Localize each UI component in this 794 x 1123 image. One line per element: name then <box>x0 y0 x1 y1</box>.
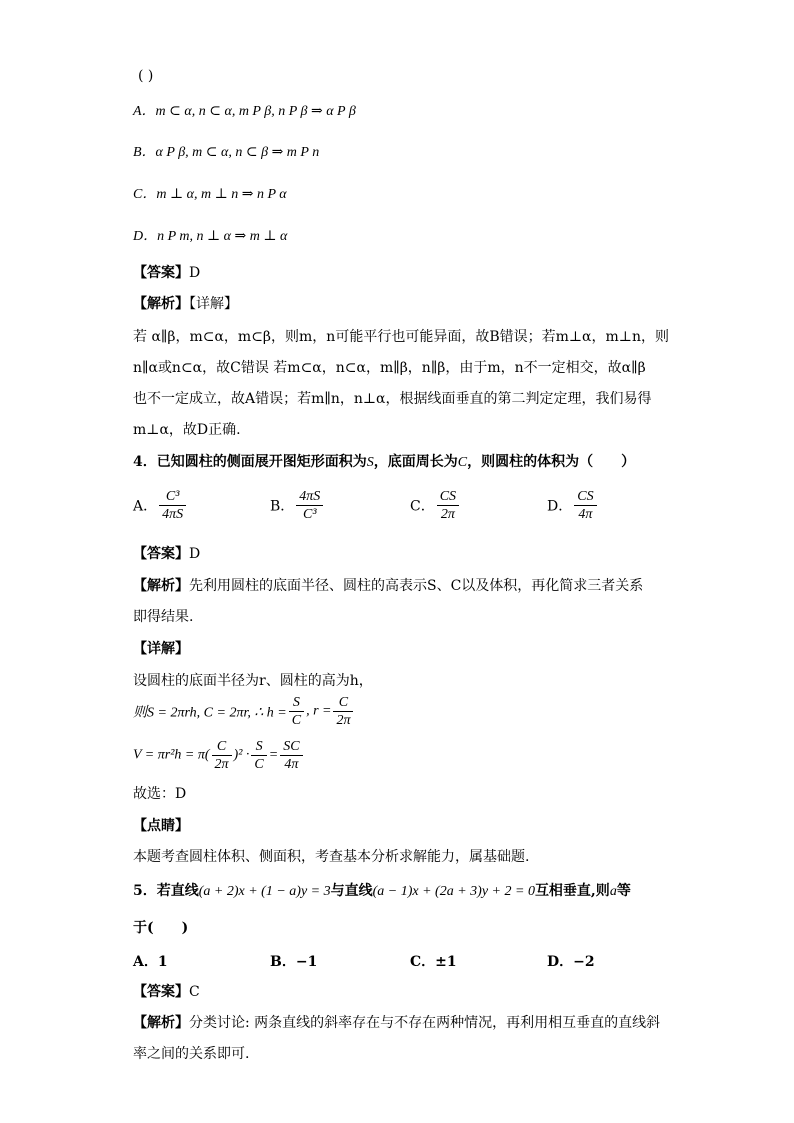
q3-analysis-line-2: n∥α或n⊂α，故C错误 若m⊂α，n⊂α，m∥β，n∥β，由于m，n不一定相交，故α∥β <box>133 360 646 376</box>
q5-line-2: (a − 1)x + (2a + 3)y + 2 = 0 <box>372 884 535 899</box>
q3-analysis-heading <box>133 294 238 314</box>
numerator: C <box>212 738 232 756</box>
q3-analysis-line-4: m⊥α，故D正确. <box>133 422 241 438</box>
option-label: D． <box>547 498 573 515</box>
fraction <box>251 738 266 773</box>
answer-tag: 【答案】 <box>133 265 189 281</box>
option-label: A． <box>133 498 158 515</box>
fraction <box>574 488 596 523</box>
answer-value: D <box>189 265 201 281</box>
q4-option-a <box>133 488 188 523</box>
q4-var-s: S <box>366 455 374 470</box>
detail-tag: 【详解】 <box>189 296 238 312</box>
numerator: SC <box>280 738 302 756</box>
fraction <box>212 738 232 773</box>
q4-analysis-line-2: 即得结果. <box>133 609 194 625</box>
q5-analysis-line-2: 率之间的关系即可. <box>133 1046 250 1062</box>
q5-stem-part: 5．若直线 <box>133 883 199 899</box>
equation-text: , r = <box>306 703 332 719</box>
equation-text: )² · <box>233 747 250 763</box>
answer-value: D <box>189 546 201 562</box>
q4-stem-part: 4．已知圆柱的侧面展开图矩形面积为 <box>133 454 367 470</box>
q5-analysis-line-1 <box>133 1013 660 1033</box>
q4-option-c <box>410 488 461 523</box>
answer-tag: 【答案】 <box>133 546 189 562</box>
denominator: 4π <box>284 757 299 772</box>
q4-stem-part: ，则圆柱的体积为（ ） <box>467 454 636 470</box>
q4-var-c: C <box>457 455 468 470</box>
q4-detail-tag: 【详解】 <box>133 641 189 657</box>
denominator: 2π <box>440 507 455 522</box>
fraction <box>333 694 353 729</box>
numerator: C³ <box>159 488 186 506</box>
analysis-tag: 【解析】 <box>133 578 189 594</box>
q5-stem-part: 等 <box>616 883 631 899</box>
answer-tag: 【答案】 <box>133 984 189 1000</box>
option-label: B． <box>270 498 295 515</box>
question-bracket: ( ) <box>138 68 154 84</box>
q5-answer <box>133 982 200 1002</box>
q5-stem-line-2: 于( ) <box>133 920 189 936</box>
analysis-text: 分类讨论: 两条直线的斜率存在与不存在两种情况，再利用相互垂直的直线斜 <box>189 1015 661 1031</box>
q3-answer <box>133 263 200 283</box>
q4-stem-part: ，底面周长为 <box>373 454 458 470</box>
numerator: 4πS <box>296 488 323 506</box>
q5-option-d: D．−2 <box>547 954 595 970</box>
q5-option-a: A．1 <box>133 954 168 970</box>
q5-option-c: C．±1 <box>410 954 457 970</box>
q4-choose: 故选：D <box>133 786 187 802</box>
equation-text: V = πr²h = π( <box>133 747 210 763</box>
fraction <box>159 488 186 523</box>
q4-stem <box>133 452 635 473</box>
q3-option-b: B．α P β, m ⊂ α, n ⊂ β ⇒ m P n <box>133 145 320 160</box>
q4-detail-line-1: 设圆柱的底面半径为r、圆柱的高为h， <box>133 673 373 689</box>
q4-answer <box>133 544 200 564</box>
q5-var-a: a <box>609 884 617 899</box>
answer-value: C <box>189 984 200 1000</box>
analysis-tag: 【解析】 <box>133 1015 189 1031</box>
equation-text: = <box>268 747 279 763</box>
denominator: C <box>291 713 302 728</box>
q4-comment: 本题考查圆柱体积、侧面积，考查基本分析求解能力，属基础题. <box>133 849 530 865</box>
analysis-tag: 【解析】 <box>133 296 189 312</box>
numerator: CS <box>437 488 459 506</box>
q5-option-b: B．−1 <box>270 954 318 970</box>
analysis-text: 先利用圆柱的底面半径、圆柱的高表示S、C以及体积，再化简求三者关系 <box>189 578 644 594</box>
numerator: S <box>289 694 304 712</box>
fraction <box>296 488 323 523</box>
q5-stem-part: 互相垂直,则 <box>534 883 610 899</box>
q4-equation-2 <box>133 738 305 773</box>
numerator: C <box>333 694 353 712</box>
q4-equation-1 <box>133 694 355 729</box>
q3-analysis-line-1: 若 α∥β，m⊂α，m⊂β，则m，n可能平行也可能异面，故B错误；若m⊥α，m⊥n，则 <box>133 329 669 345</box>
q3-analysis-line-3: 也不一定成立，故A错误；若m∥n，n⊥α，根据线面垂直的第二判定定理，我们易得 <box>133 391 652 407</box>
option-label: C． <box>410 498 435 515</box>
q4-option-b <box>270 488 325 523</box>
fraction <box>437 488 459 523</box>
q4-analysis-line-1 <box>133 576 643 596</box>
q3-option-a: A．m ⊂ α, n ⊂ α, m P β, n P β ⇒ α P β <box>133 104 356 119</box>
denominator: 2π <box>214 757 229 772</box>
fraction <box>280 738 302 773</box>
denominator: C <box>254 757 264 772</box>
denominator: 4π <box>578 507 593 522</box>
denominator: C³ <box>303 507 317 522</box>
numerator: CS <box>574 488 596 506</box>
q5-line-1: (a + 2)x + (1 − a)y = 3 <box>198 884 331 899</box>
q5-stem-part: 与直线 <box>330 883 373 899</box>
q4-comment-tag: 【点睛】 <box>133 818 189 834</box>
q3-option-c: C．m ⊥ α, m ⊥ n ⇒ n P α <box>133 187 287 202</box>
q4-option-d <box>547 488 599 523</box>
denominator: 2π <box>336 713 351 728</box>
denominator: 4πS <box>162 507 184 522</box>
q5-stem-line-1 <box>133 881 631 902</box>
numerator: S <box>251 738 266 756</box>
equation-text: 则S = 2πrh, C = 2πr, ∴ h = <box>133 705 287 721</box>
q3-option-d: D．n P m, n ⊥ α ⇒ m ⊥ α <box>133 229 288 244</box>
fraction <box>289 694 304 729</box>
